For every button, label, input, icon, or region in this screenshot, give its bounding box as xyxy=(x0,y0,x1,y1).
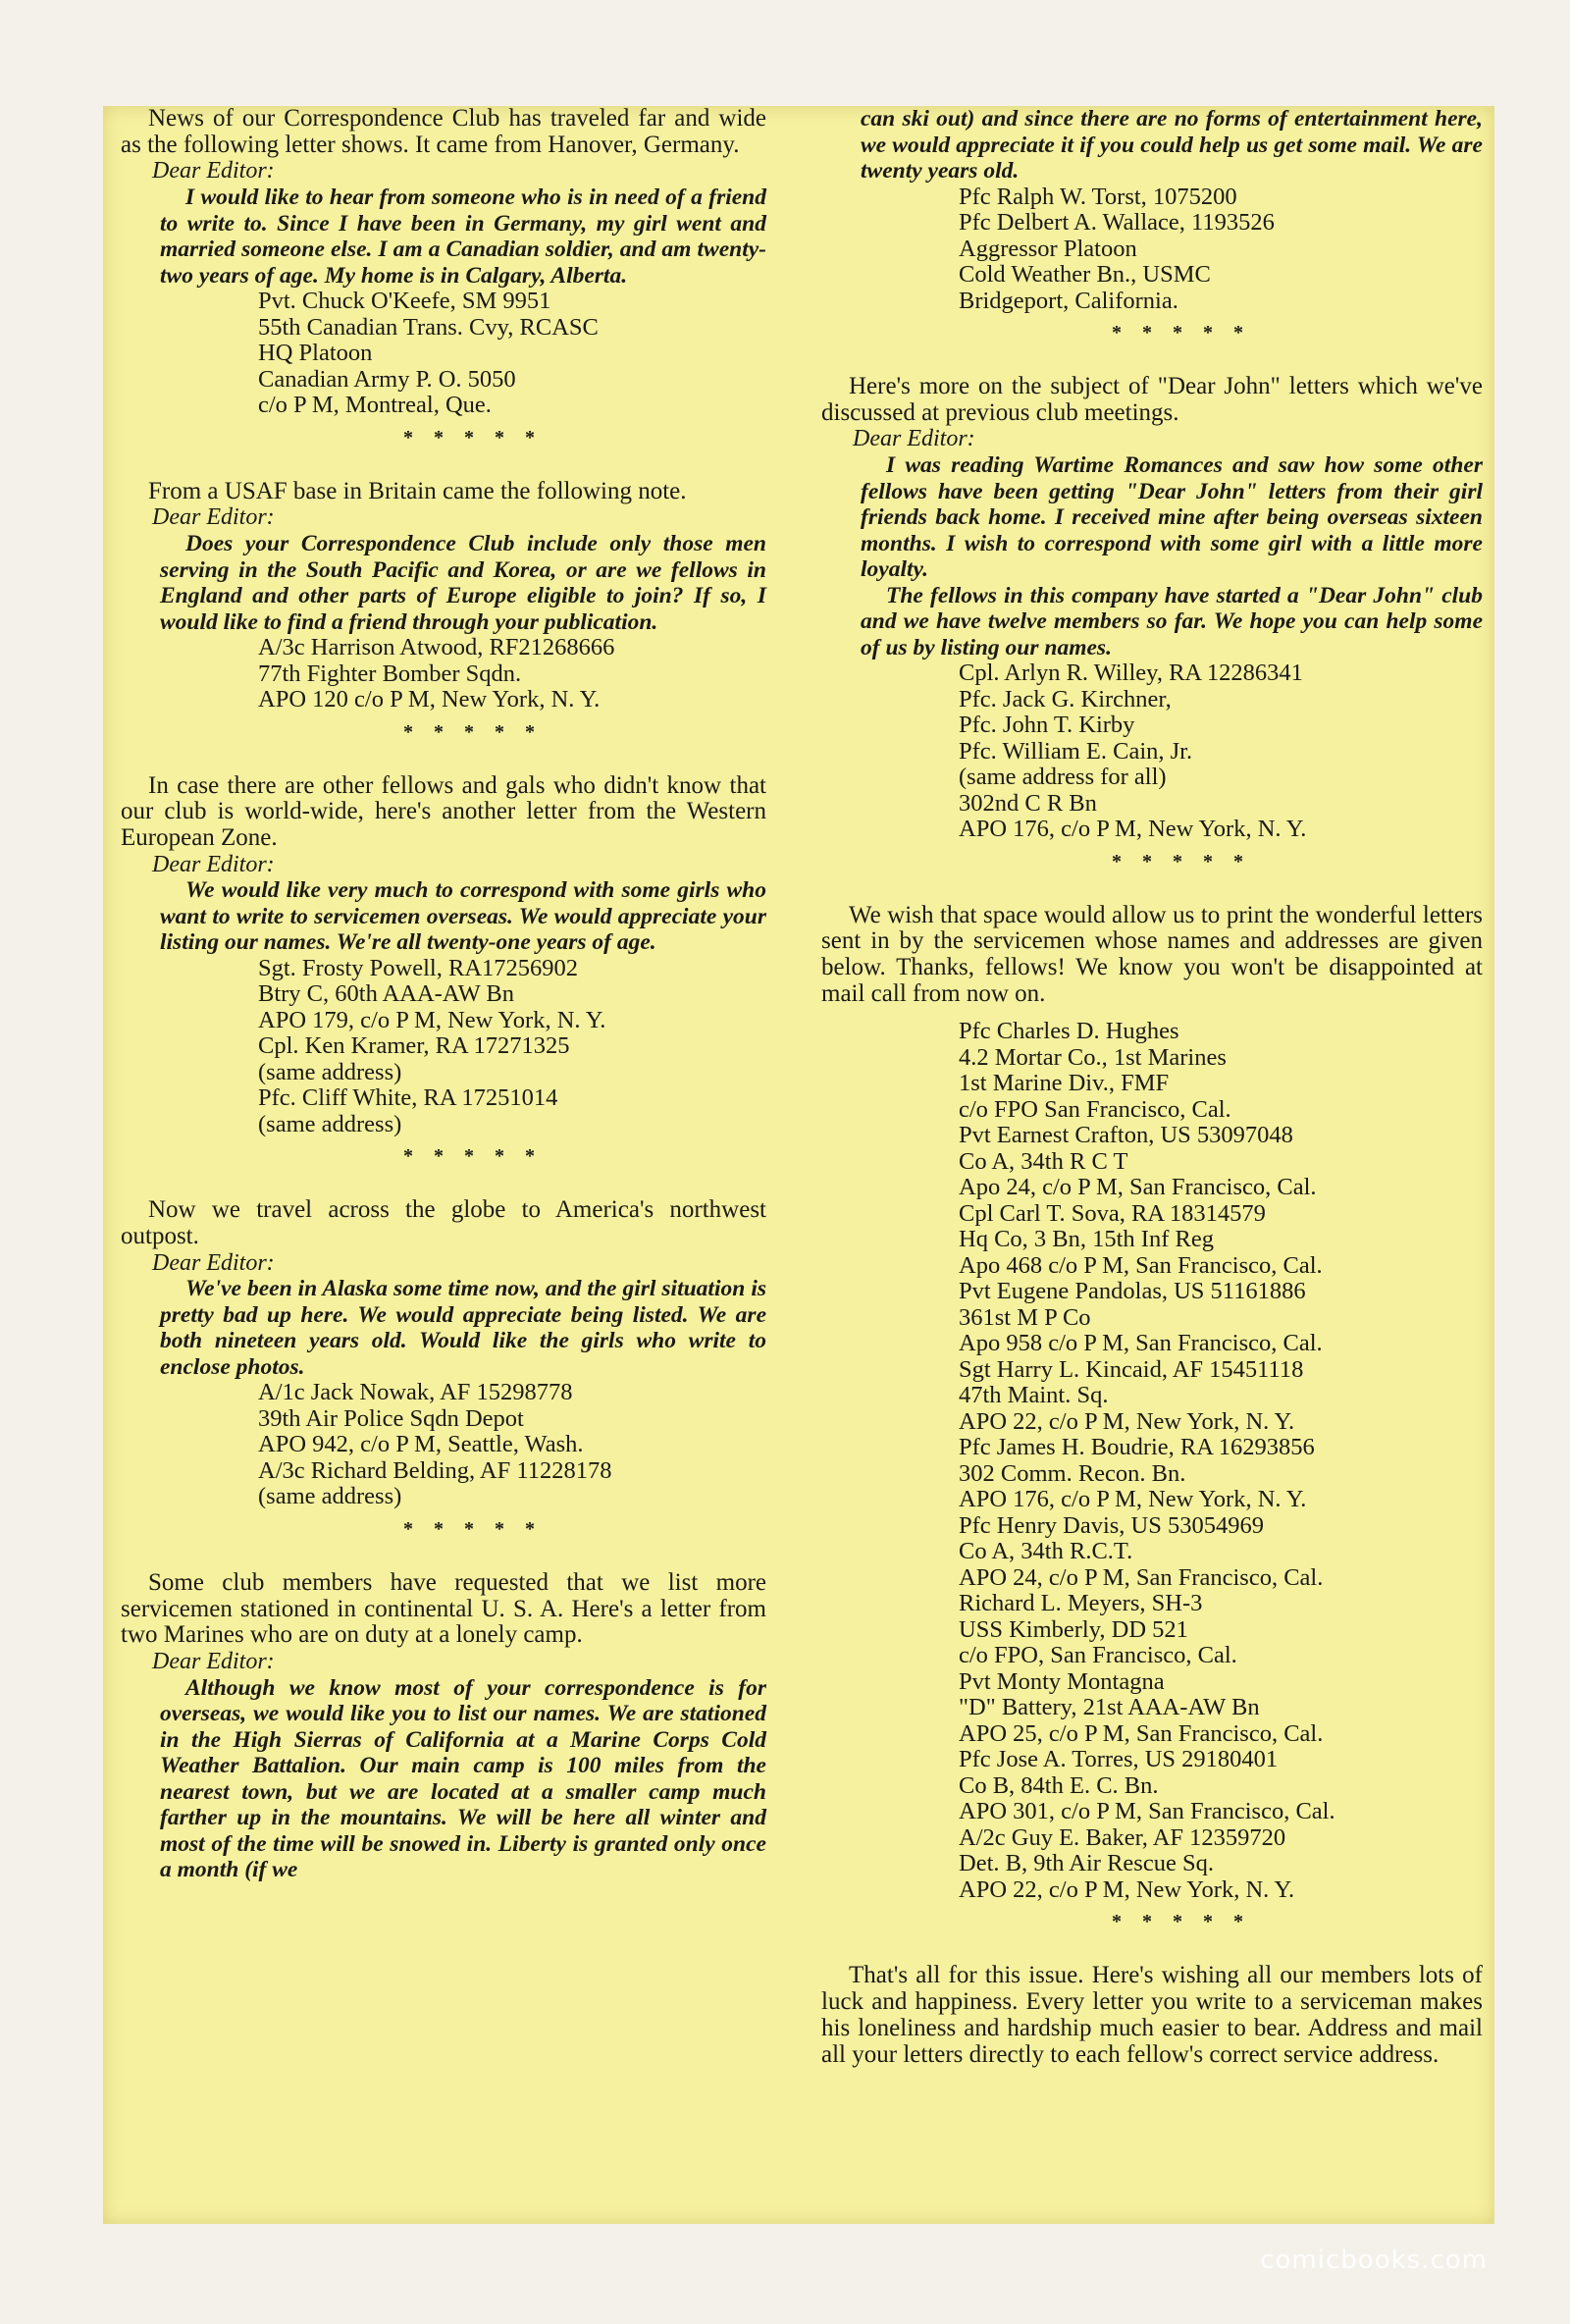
address-line: Cpl. Ken Kramer, RA 17271325 xyxy=(258,1032,570,1060)
list-item: Cpl Carl T. Sova, RA 18314579 xyxy=(959,1199,1266,1227)
left-column xyxy=(121,106,766,1883)
list-item: Pfc Henry Davis, US 53054969 xyxy=(959,1511,1264,1539)
letter-greeting: Dear Editor: xyxy=(152,851,275,877)
list-item: "D" Battery, 21st AAA-AW Bn xyxy=(959,1694,1260,1721)
list-item: Richard L. Meyers, SH-3 xyxy=(959,1590,1203,1617)
list-item: Pvt Earnest Crafton, US 53097048 xyxy=(959,1122,1293,1149)
intro-paragraph: From a USAF base in Britain came the following note. xyxy=(148,477,687,504)
address-line: Pfc. Cliff White, RA 17251014 xyxy=(258,1084,558,1112)
address-block xyxy=(258,956,766,1138)
list-item: Co A, 34th R.C.T. xyxy=(959,1538,1133,1565)
intro-paragraph: Now we travel across the globe to America's northwest outpost. xyxy=(121,1196,766,1250)
address-block xyxy=(959,660,1483,843)
address-line: Bridgeport, California. xyxy=(959,287,1178,314)
address-line: Cold Weather Bn., USMC xyxy=(959,261,1211,288)
list-item: Apo 468 c/o P M, San Francisco, Cal. xyxy=(959,1251,1323,1279)
section-divider: * * * * * xyxy=(403,426,543,449)
list-item: Det. B, 9th Air Rescue Sq. xyxy=(959,1850,1214,1877)
list-item: APO 176, c/o P M, New York, N. Y. xyxy=(959,1486,1307,1513)
address-line: A/1c Jack Nowak, AF 15298778 xyxy=(258,1379,573,1406)
section-divider: * * * * * xyxy=(1112,850,1251,872)
section-divider: * * * * * xyxy=(403,720,543,743)
section-divider: * * * * * xyxy=(1112,1911,1251,1933)
address-line: Cpl. Arlyn R. Willey, RA 12286341 xyxy=(959,660,1303,687)
list-item: Sgt Harry L. Kincaid, AF 15451118 xyxy=(959,1355,1304,1383)
address-line: Pfc. William E. Cain, Jr. xyxy=(959,737,1193,765)
intro-paragraph: News of our Correspondence Club has traveled far and wide as the following letter shows. It came from Hanover, Germany. xyxy=(121,105,766,158)
list-item: 4.2 Mortar Co., 1st Marines xyxy=(959,1043,1227,1071)
address-line: 55th Canadian Trans. Cvy, RCASC xyxy=(258,313,599,341)
letter-text: I would like to hear from someone who is in need of a friend to write to. Since I have been in Germany, my girl went and married someone else. I am a Canadian soldier, and am twenty-two years of age. My home is in Calgary, Alberta. xyxy=(160,185,766,289)
letter-greeting: Dear Editor: xyxy=(152,504,275,531)
letter-greeting: Dear Editor: xyxy=(152,1249,275,1276)
list-item: APO 25, c/o P M, San Francisco, Cal. xyxy=(959,1719,1324,1747)
intro-paragraph: Some club members have requested that we list more servicemen stationed in continental U. S. A. Here's a letter from two Marines who are on duty at a lonely camp. xyxy=(121,1568,766,1649)
address-line: 302nd C R Bn xyxy=(959,789,1097,817)
list-item: APO 24, c/o P M, San Francisco, Cal. xyxy=(959,1563,1324,1591)
list-item: Co A, 34th R C T xyxy=(959,1147,1128,1175)
letter-text: Does your Correspondence Club include only those men serving in the South Pacific and Korea, or are we fellows in England and other parts of Europe eligible to join? If so, I would like to find a friend through your publication. xyxy=(160,531,766,635)
address-line: Pfc Ralph W. Torst, 1075200 xyxy=(959,183,1237,210)
list-item: Pfc Jose A. Torres, US 29180401 xyxy=(959,1746,1279,1773)
list-item: c/o FPO San Francisco, Cal. xyxy=(959,1095,1231,1123)
address-line: APO 179, c/o P M, New York, N. Y. xyxy=(258,1006,606,1033)
section-divider: * * * * * xyxy=(403,1517,543,1540)
address-line: (same address) xyxy=(258,1110,402,1137)
address-line: Aggressor Platoon xyxy=(959,235,1137,262)
address-line: c/o P M, Montreal, Que. xyxy=(258,392,492,419)
letter-body xyxy=(861,452,1483,660)
address-line: (same address for all) xyxy=(959,764,1167,791)
list-item: Co B, 84th E. C. Bn. xyxy=(959,1771,1159,1799)
list-item: 361st M P Co xyxy=(959,1303,1091,1331)
address-line: Sgt. Frosty Powell, RA17256902 xyxy=(258,954,579,981)
letter-greeting: Dear Editor: xyxy=(152,1649,275,1675)
letter-body xyxy=(160,531,766,635)
list-item: Apo 958 c/o P M, San Francisco, Cal. xyxy=(959,1330,1323,1357)
letter-greeting: Dear Editor: xyxy=(853,426,975,452)
address-line: Btry C, 60th AAA-AW Bn xyxy=(258,980,514,1008)
letter-text: Although we know most of your correspondence is for overseas, we would like you to list our names. We are stationed in the High Sierras of California at a Marine Corps Cold Weather Battalion. Our main camp is 100 miles from the nearest town, but we are located at a smaller camp much farther up in the mountains. We will be here all winter and most of the time will be snowed in. Liberty is granted only once a month (if we xyxy=(160,1674,766,1883)
address-line: APO 942, c/o P M, Seattle, Wash. xyxy=(258,1431,584,1458)
list-item: 1st Marine Div., FMF xyxy=(959,1070,1170,1097)
address-line: A/3c Richard Belding, AF 11228178 xyxy=(258,1456,612,1484)
section-divider: * * * * * xyxy=(403,1145,543,1168)
list-item: Hq Co, 3 Bn, 15th Inf Reg xyxy=(959,1226,1214,1253)
letter-text: We would like very much to correspond with some girls who want to write to servicemen overseas. We would appreciate your listing our names. We're all twenty-one years of age. xyxy=(160,877,766,956)
list-item: Pfc James H. Boudrie, RA 16293856 xyxy=(959,1434,1315,1461)
list-item: A/2c Guy E. Baker, AF 12359720 xyxy=(959,1823,1286,1851)
list-item: 47th Maint. Sq. xyxy=(959,1382,1109,1409)
list-item: Pfc Charles D. Hughes xyxy=(959,1018,1179,1045)
address-line: 77th Fighter Bomber Sqdn. xyxy=(258,660,522,687)
address-line: (same address) xyxy=(258,1483,402,1510)
list-item: c/o FPO, San Francisco, Cal. xyxy=(959,1642,1237,1669)
address-line: A/3c Harrison Atwood, RF21268666 xyxy=(258,634,615,661)
serviceman-list xyxy=(959,1019,1483,1903)
list-item: Apo 24, c/o P M, San Francisco, Cal. xyxy=(959,1174,1317,1201)
letter-body: can ski out) and since there are no forms of entertainment here, we would appreciate it if you could help us get some mail. We are twenty years old. xyxy=(861,106,1483,184)
address-line: 39th Air Police Sqdn Depot xyxy=(258,1404,524,1432)
list-item: APO 22, c/o P M, New York, N. Y. xyxy=(959,1407,1295,1435)
address-block xyxy=(258,635,766,713)
letter-text: I was reading Wartime Romances and saw how some other fellows have been getting "Dear John" letters from their girl friends back home. I received mine after being overseas sixteen months. I wish to correspond with some girl with a little more loyalty. xyxy=(861,452,1483,583)
address-line: (same address) xyxy=(258,1058,402,1085)
intro-paragraph: We wish that space would allow us to print the wonderful letters sent in by the servicemen whose names and addresses are given below. Thanks, fellows! We know you won't be disappointed at mail call from now on. xyxy=(821,901,1483,1007)
intro-paragraph: Here's more on the subject of "Dear John" letters which we've discussed at previous club meetings. xyxy=(821,373,1483,426)
list-item: Pvt Monty Montagna xyxy=(959,1667,1165,1695)
intro-paragraph: In case there are other fellows and gals who didn't know that our club is world-wide, here's another letter from the Western European Zone. xyxy=(121,771,766,851)
letter-body xyxy=(160,1675,766,1883)
right-column xyxy=(821,106,1483,2068)
address-line: Pfc. Jack G. Kirchner, xyxy=(959,685,1172,713)
list-item: APO 301, c/o P M, San Francisco, Cal. xyxy=(959,1798,1335,1825)
list-item: USS Kimberly, DD 521 xyxy=(959,1615,1188,1643)
letter-text: The fellows in this company have started a "Dear John" club and we have twelve members so far. We hope you can help some of us by listing our names. xyxy=(861,582,1483,660)
letter-greeting: Dear Editor: xyxy=(152,158,275,185)
address-block xyxy=(959,185,1483,315)
address-line: Pfc. John T. Kirby xyxy=(959,712,1135,739)
letter-text: We've been in Alaska some time now, and the girl situation is pretty bad up here. We would appreciate being listed. We are both nineteen years old. Would like the girls who write to enclose photos. xyxy=(160,1276,766,1380)
letter-body xyxy=(160,877,766,956)
address-line: APO 120 c/o P M, New York, N. Y. xyxy=(258,686,601,713)
site-watermark: comicbooks.com xyxy=(1260,2245,1488,2275)
list-item: 302 Comm. Recon. Bn. xyxy=(959,1459,1186,1487)
closing-paragraph: That's all for this issue. Here's wishing all our members lots of luck and happiness. Every letter you write to a serviceman makes his loneliness and hardship much easier to bear. Address and mail all your letters directly to each fellow's correct service address. xyxy=(821,1962,1483,2068)
section-divider: * * * * * xyxy=(1112,322,1251,343)
address-line: HQ Platoon xyxy=(258,340,373,367)
address-line: Pvt. Chuck O'Keefe, SM 9951 xyxy=(258,288,551,315)
letter-body xyxy=(160,185,766,289)
address-block xyxy=(258,1380,766,1510)
list-item: Pvt Eugene Pandolas, US 51161886 xyxy=(959,1278,1306,1305)
letter-body xyxy=(160,1276,766,1380)
list-item: APO 22, c/o P M, New York, N. Y. xyxy=(959,1875,1295,1903)
address-line: Canadian Army P. O. 5050 xyxy=(258,365,516,393)
address-line: Pfc Delbert A. Wallace, 1193526 xyxy=(959,209,1275,236)
address-block xyxy=(258,289,766,419)
page-panel xyxy=(103,106,1494,2224)
address-line: APO 176, c/o P M, New York, N. Y. xyxy=(959,816,1307,843)
